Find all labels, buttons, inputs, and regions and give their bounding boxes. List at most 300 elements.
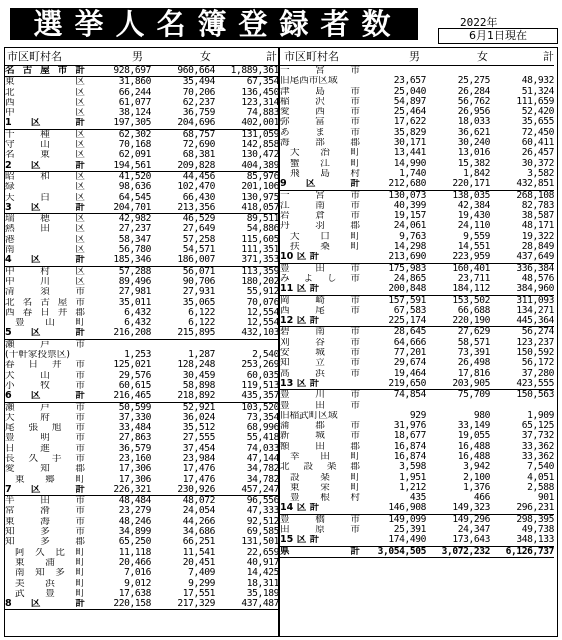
- female-count: 15,382: [457, 157, 490, 169]
- table-row: [280, 379, 554, 389]
- female-count: 17,476: [182, 473, 215, 485]
- header-total: 計: [543, 50, 554, 63]
- male-count: 213,690: [388, 251, 426, 263]
- header-name: 市区町村名: [284, 50, 339, 63]
- row-name: 県 計: [280, 546, 360, 557]
- row-name: 瑞穂区: [5, 214, 85, 225]
- row-name: 瀬戸市: [5, 339, 85, 350]
- male-count: 35,829: [393, 126, 426, 138]
- male-count: 77,201: [393, 347, 426, 359]
- female-count: 73,391: [457, 347, 490, 359]
- total-count: 371,353: [241, 254, 279, 266]
- female-count: 72,690: [182, 139, 215, 151]
- male-count: 89,496: [118, 275, 151, 287]
- male-count: 41,520: [118, 170, 151, 182]
- total-count: 74,033: [246, 442, 279, 454]
- district-group: [280, 390, 554, 515]
- total-count: 54,886: [246, 223, 279, 235]
- female-count: 23,984: [182, 452, 215, 464]
- female-count: 213,356: [177, 201, 215, 213]
- row-name: 江南市: [280, 200, 360, 211]
- male-count: 174,490: [388, 534, 426, 546]
- male-count: 14,990: [393, 157, 426, 169]
- male-count: 200,848: [388, 283, 426, 295]
- table-row: [5, 599, 279, 609]
- female-count: 52,921: [182, 401, 215, 413]
- male-count: 48,484: [118, 495, 151, 507]
- row-name: 南知多町: [15, 568, 85, 579]
- total-count: 404,389: [241, 159, 279, 171]
- total-count: 70,076: [246, 296, 279, 308]
- female-count: 44,456: [182, 170, 215, 182]
- total-count: 34,782: [246, 463, 279, 475]
- male-count: 61,077: [118, 96, 151, 108]
- female-count: 128,248: [177, 359, 215, 371]
- row-name: 丹羽郡: [280, 221, 360, 232]
- female-count: 68,757: [182, 128, 215, 140]
- male-count: 56,780: [118, 244, 151, 256]
- total-count: 60,035: [246, 369, 279, 381]
- row-name: 9 区 計: [280, 179, 360, 190]
- female-count: 11,541: [182, 546, 215, 558]
- female-count: 7,409: [188, 567, 215, 579]
- male-count: 212,680: [388, 178, 426, 190]
- row-name: 武豊町: [15, 588, 85, 599]
- row-name: 美浜町: [15, 578, 85, 589]
- row-name: 海部郡: [280, 138, 360, 149]
- female-count: 35,512: [182, 422, 215, 434]
- total-count: 35,655: [521, 116, 554, 128]
- total-count: 92,512: [246, 515, 279, 527]
- total-count: 2,540: [252, 349, 279, 361]
- male-count: 19,157: [393, 210, 426, 222]
- female-count: 27,649: [182, 223, 215, 235]
- female-count: 37,454: [182, 442, 215, 454]
- female-count: 90,706: [182, 275, 215, 287]
- total-count: 74,883: [246, 107, 279, 119]
- row-name: 弥富市: [280, 117, 360, 128]
- female-count: 19,055: [457, 430, 490, 442]
- row-name: 清須市: [5, 287, 85, 298]
- row-name: 中区: [5, 108, 85, 119]
- total-count: 418,057: [241, 201, 279, 213]
- female-count: 26,498: [457, 357, 490, 369]
- district-group: [5, 172, 279, 214]
- district-group: [280, 264, 554, 296]
- total-count: 103,520: [241, 401, 279, 413]
- row-name: 飛島村: [290, 168, 360, 179]
- female-count: 173,643: [452, 534, 490, 546]
- row-name: 1 区 計: [5, 118, 85, 129]
- female-count: 6,122: [188, 317, 215, 329]
- total-count: 3,582: [527, 167, 554, 179]
- male-count: 226,321: [113, 483, 151, 495]
- row-name: 南区: [5, 245, 85, 256]
- male-count: 23,279: [118, 505, 151, 517]
- total-count: 47,333: [246, 505, 279, 517]
- male-count: 929: [409, 409, 426, 421]
- total-count: 130,975: [241, 191, 279, 203]
- table-row: [280, 390, 554, 400]
- row-name: 守山区: [5, 140, 85, 151]
- total-count: 123,314: [241, 96, 279, 108]
- total-count: 298,395: [516, 513, 554, 525]
- district-group: [280, 66, 554, 191]
- female-count: 23,711: [457, 272, 490, 284]
- male-count: 1,951: [399, 471, 426, 483]
- district-group: [280, 191, 554, 264]
- row-name: 天白区: [5, 192, 85, 203]
- female-count: 27,555: [182, 432, 215, 444]
- female-count: 19,430: [457, 210, 490, 222]
- female-count: 13,016: [457, 147, 490, 159]
- row-name: 14 区 計: [280, 503, 320, 514]
- header-name: 市区町村名: [7, 50, 62, 63]
- row-name: 知立市: [280, 358, 360, 369]
- female-count: 17,816: [457, 367, 490, 379]
- total-count: 37,280: [521, 367, 554, 379]
- district-group: [280, 296, 554, 328]
- female-count: 24,347: [457, 524, 490, 536]
- total-count: 19,322: [521, 230, 554, 242]
- male-count: 6,432: [124, 317, 151, 329]
- male-count: 219,650: [388, 377, 426, 389]
- table-row: [280, 316, 554, 326]
- male-count: 17,622: [393, 116, 426, 128]
- female-count: 75,709: [457, 389, 490, 401]
- male-count: 928,697: [113, 65, 151, 76]
- female-count: 14,551: [457, 241, 490, 253]
- total-count: 55,912: [246, 286, 279, 298]
- total-count: 67,354: [246, 76, 279, 88]
- male-count: 25,464: [393, 106, 426, 118]
- male-count: 146,908: [388, 502, 426, 514]
- row-name: 大府市: [5, 412, 85, 423]
- male-count: 30,171: [393, 137, 426, 149]
- table-row: [280, 535, 554, 545]
- page-title: 選挙人名簿登録者数: [10, 8, 418, 40]
- row-name: あま市: [280, 127, 360, 138]
- table-row: [280, 503, 554, 513]
- row-name: 犬山市: [5, 370, 85, 381]
- row-name: 中川区: [5, 276, 85, 287]
- male-count: 57,288: [118, 265, 151, 277]
- row-name: 大口町: [290, 231, 360, 242]
- row-name: 5 区 計: [5, 328, 85, 339]
- total-count: 35,189: [246, 587, 279, 599]
- row-name: 稲沢市: [280, 96, 360, 107]
- total-count: 38,587: [521, 210, 554, 222]
- female-count: 2,100: [463, 471, 490, 483]
- male-count: 6,432: [124, 306, 151, 318]
- header-female: 女: [200, 50, 211, 63]
- female-count: 42,384: [457, 199, 490, 211]
- total-count: 253,269: [241, 359, 279, 371]
- table-row: [5, 287, 279, 297]
- total-count: 34,782: [246, 473, 279, 485]
- row-name: 一宮市: [280, 190, 360, 201]
- female-count: 9,559: [463, 230, 490, 242]
- district-group: [5, 267, 279, 340]
- row-name: 設楽町: [290, 472, 360, 483]
- male-count: 11,118: [118, 546, 151, 558]
- total-count: 115,605: [241, 233, 279, 245]
- total-count: 85,976: [246, 170, 279, 182]
- total-count: 134,271: [516, 304, 554, 316]
- header-female: 女: [477, 50, 488, 63]
- total-count: 52,420: [521, 106, 554, 118]
- total-count: 51,324: [521, 85, 554, 97]
- female-count: 35,065: [182, 296, 215, 308]
- female-count: 220,171: [452, 178, 490, 190]
- male-count: 13,441: [393, 147, 426, 159]
- total-count: 119,513: [241, 379, 279, 391]
- female-count: 36,759: [182, 107, 215, 119]
- female-count: 16,488: [457, 440, 490, 452]
- total-count: 49,738: [521, 524, 554, 536]
- female-count: 26,956: [457, 106, 490, 118]
- male-count: 149,099: [388, 513, 426, 525]
- total-count: 1,889,361: [230, 65, 279, 76]
- row-name: 熱田区: [5, 224, 85, 235]
- row-name: 蟹江町: [290, 158, 360, 169]
- row-name: 岩倉市: [280, 211, 360, 222]
- male-count: 27,981: [118, 286, 151, 298]
- total-count: 111,351: [241, 244, 279, 256]
- row-name: 東区: [5, 77, 85, 88]
- male-count: 62,091: [118, 149, 151, 161]
- female-count: 26,284: [457, 85, 490, 97]
- total-count: 432,103: [241, 327, 279, 339]
- total-count: 40,917: [246, 556, 279, 568]
- female-count: 54,571: [182, 244, 215, 256]
- total-count: 56,274: [521, 326, 554, 338]
- total-count: 12,554: [246, 317, 279, 329]
- female-count: 960,664: [177, 65, 215, 76]
- female-count: 102,470: [177, 181, 215, 193]
- row-name: 緑区: [5, 182, 85, 193]
- female-count: 138,035: [452, 189, 490, 201]
- row-name: 6 区 計: [5, 391, 85, 402]
- left-table: [5, 48, 279, 610]
- total-count: 82,783: [521, 199, 554, 211]
- row-name: 刈谷市: [280, 337, 360, 348]
- male-count: 24,865: [393, 272, 426, 284]
- row-name: 愛西市: [280, 107, 360, 118]
- total-count: 65,125: [521, 420, 554, 432]
- table-row: [5, 118, 279, 128]
- male-count: 98,636: [118, 181, 151, 193]
- male-count: 194,561: [113, 159, 151, 171]
- female-count: 3,942: [463, 461, 490, 473]
- total-count: 6,126,737: [505, 545, 554, 557]
- row-name: 豊田市: [280, 400, 360, 411]
- row-name: 西春日井郡: [5, 307, 85, 318]
- female-count: 58,898: [182, 379, 215, 391]
- row-name: 東海市: [5, 516, 85, 527]
- row-name: 12 区 計: [280, 316, 320, 327]
- row-name: みよし市: [280, 273, 360, 284]
- female-count: 68,381: [182, 149, 215, 161]
- row-name: 旧尾西市区域: [280, 76, 338, 87]
- total-count: 7,540: [527, 461, 554, 473]
- row-name: (十軒家投票区): [5, 350, 71, 361]
- total-count: 28,849: [521, 241, 554, 253]
- female-count: 66,688: [457, 304, 490, 316]
- row-name: 西尾市: [280, 305, 360, 316]
- total-count: 131,059: [241, 128, 279, 140]
- female-count: 160,401: [452, 262, 490, 274]
- row-name: 3 区 計: [5, 202, 85, 213]
- row-name: 大治町: [290, 148, 360, 159]
- male-count: 1,253: [124, 349, 151, 361]
- female-count: 57,258: [182, 233, 215, 245]
- table-row: [5, 161, 279, 171]
- male-count: 27,237: [118, 223, 151, 235]
- total-count: 60,411: [521, 137, 554, 149]
- female-count: 24,110: [457, 220, 490, 232]
- male-count: 1,212: [399, 481, 426, 493]
- row-name: 扶桑町: [290, 242, 360, 253]
- total-count: 33,362: [521, 440, 554, 452]
- male-count: 197,305: [113, 117, 151, 129]
- table-row: [5, 391, 279, 401]
- total-count: 48,932: [521, 75, 554, 87]
- district-group: [5, 403, 279, 497]
- female-count: 17,551: [182, 587, 215, 599]
- header-male: 男: [409, 50, 420, 63]
- male-count: 9,012: [124, 577, 151, 589]
- table-row: [5, 255, 279, 265]
- total-count: 47,144: [246, 452, 279, 464]
- row-name: 東郷町: [15, 474, 85, 485]
- female-count: 66,251: [182, 536, 215, 548]
- row-name: 豊田市: [280, 263, 360, 274]
- female-count: 62,237: [182, 96, 215, 108]
- male-count: 185,346: [113, 254, 151, 266]
- row-name: 豊明市: [5, 433, 85, 444]
- row-name: 知多郡: [5, 537, 85, 548]
- female-count: 9,299: [188, 577, 215, 589]
- female-count: 34,686: [182, 526, 215, 538]
- female-count: 218,892: [177, 390, 215, 402]
- total-count: 457,247: [241, 483, 279, 495]
- row-name: 西区: [5, 97, 85, 108]
- female-count: 209,828: [177, 159, 215, 171]
- row-name: 津島市: [280, 86, 360, 97]
- male-count: 67,583: [393, 304, 426, 316]
- row-name: 昭和区: [5, 171, 85, 182]
- total-count: 18,311: [246, 577, 279, 589]
- female-count: 36,621: [457, 126, 490, 138]
- district-group: [280, 515, 554, 547]
- row-name: 尾張旭市: [5, 423, 85, 434]
- total-count: 73,354: [246, 411, 279, 423]
- row-name: 旧稲武町区域: [280, 410, 338, 421]
- row-name: 阿久比町: [15, 547, 85, 558]
- male-count: 25,040: [393, 85, 426, 97]
- total-count: 150,592: [516, 347, 554, 359]
- female-count: 1,287: [188, 349, 215, 361]
- female-count: 36,024: [182, 411, 215, 423]
- male-count: 1,740: [399, 167, 426, 179]
- male-count: 34,899: [118, 526, 151, 538]
- male-count: 74,854: [393, 389, 426, 401]
- row-name: 新城市: [280, 431, 360, 442]
- total-count: 130,472: [241, 149, 279, 161]
- total-count: 437,487: [241, 598, 279, 610]
- row-name: 愛知郡: [5, 464, 85, 475]
- female-count: 215,895: [177, 327, 215, 339]
- female-count: 24,054: [182, 505, 215, 517]
- male-count: 64,545: [118, 191, 151, 203]
- total-count: 901: [537, 492, 554, 504]
- total-count: 423,555: [516, 377, 554, 389]
- female-count: 6,122: [188, 306, 215, 318]
- total-count: 336,384: [516, 262, 554, 274]
- female-count: 230,926: [177, 483, 215, 495]
- right-table: [280, 48, 554, 558]
- male-count: 16,874: [393, 440, 426, 452]
- row-name: 額田郡: [280, 441, 360, 452]
- female-count: 17,476: [182, 463, 215, 475]
- male-count: 35,011: [118, 296, 151, 308]
- total-count: 30,372: [521, 157, 554, 169]
- female-count: 1,842: [463, 167, 490, 179]
- table-row: [5, 485, 279, 495]
- male-count: 65,250: [118, 536, 151, 548]
- total-count: 14,425: [246, 567, 279, 579]
- total-count: 201,106: [241, 181, 279, 193]
- female-count: 217,329: [177, 598, 215, 610]
- row-name: 中村区: [5, 266, 85, 277]
- total-count: 296,231: [516, 502, 554, 514]
- row-name: 北区: [5, 87, 85, 98]
- female-count: 466: [473, 492, 490, 504]
- male-count: 25,391: [393, 524, 426, 536]
- male-count: 20,466: [118, 556, 151, 568]
- male-count: 33,484: [118, 422, 151, 434]
- row-name: 13 区 計: [280, 378, 320, 389]
- female-count: 980: [473, 409, 490, 421]
- total-count: 68,996: [246, 422, 279, 434]
- total-count: 348,133: [516, 534, 554, 546]
- as-of-date-box: 6月1日現在: [438, 28, 558, 44]
- female-count: 25,275: [457, 75, 490, 87]
- total-count: 432,851: [516, 178, 554, 190]
- total-count: 268,108: [516, 189, 554, 201]
- total-count: 69,585: [246, 526, 279, 538]
- total-count: 72,450: [521, 126, 554, 138]
- table-row: [280, 547, 554, 557]
- female-count: 56,762: [457, 95, 490, 107]
- male-count: 225,174: [388, 315, 426, 327]
- male-count: 18,677: [393, 430, 426, 442]
- district-group: [5, 77, 279, 129]
- row-name: 日進市: [5, 443, 85, 454]
- district-group: [280, 547, 554, 558]
- total-count: 33,362: [521, 450, 554, 462]
- male-count: 48,246: [118, 515, 151, 527]
- male-count: 7,016: [124, 567, 151, 579]
- district-group: [5, 496, 279, 610]
- row-name: 北設楽郡: [280, 462, 360, 473]
- table-row: [5, 66, 279, 76]
- female-count: 48,072: [182, 495, 215, 507]
- female-count: 186,007: [177, 254, 215, 266]
- row-name: 安城市: [280, 348, 360, 359]
- total-count: 1,909: [527, 409, 554, 421]
